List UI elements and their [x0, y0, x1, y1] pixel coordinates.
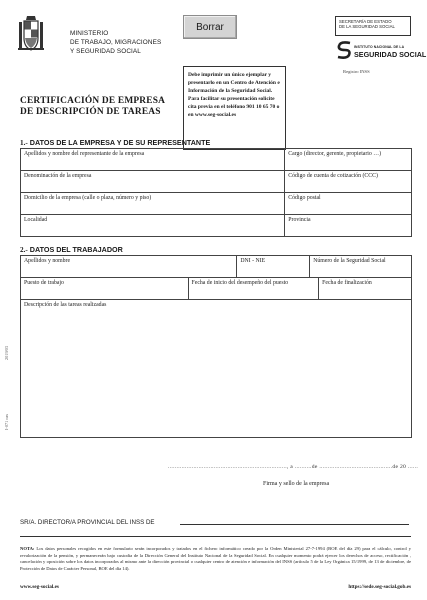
- company-name-field[interactable]: Denominación de la empresa: [21, 171, 285, 193]
- worker-name-field[interactable]: Apellidos y nombre: [21, 256, 237, 278]
- secretaria-box: SECRETARÍA DE ESTADO DE LA SEGURIDAD SOCIAL: [335, 16, 411, 36]
- section2-title: 2.- DATOS DEL TRABAJADOR: [20, 245, 123, 254]
- note-label: NOTA:: [20, 546, 35, 551]
- locality-field[interactable]: Localidad: [21, 215, 285, 237]
- start-date-field[interactable]: Fecha de inicio del desempeño del puesto: [188, 278, 319, 300]
- registro-label: Registro INSS: [343, 69, 370, 74]
- rep-name-field[interactable]: Apellidos y nombre del representante de la empresa: [21, 149, 285, 171]
- ccc-code-field[interactable]: Código de cuenta de cotización (CCC): [285, 171, 412, 193]
- company-data-table: [20, 148, 412, 237]
- privacy-note: [20, 546, 411, 572]
- instituto-label: INSTITUTO NACIONAL DE LA: [354, 45, 405, 49]
- destination-label: SR/A. DIRECTOR/A PROVINCIAL DEL INSS DE: [20, 519, 155, 526]
- seguridad-social-logo-icon: [336, 40, 352, 60]
- page-title: CERTIFICACIÓN DE EMPRESA DE DESCRIPCIÓN DE TAREAS: [20, 96, 166, 117]
- tasks-description-field[interactable]: Descripción de las tareas realizadas: [21, 300, 412, 438]
- section1-title: 1.- DATOS DE LA EMPRESA Y DE SU REPRESENTANTE: [20, 138, 211, 147]
- dni-field[interactable]: DNI - NIE: [237, 256, 310, 278]
- seguridad-social-label: SEGURIDAD SOCIAL: [354, 50, 427, 59]
- delete-button[interactable]: Borrar: [183, 15, 237, 39]
- job-position-field[interactable]: Puesto de trabajo: [21, 278, 189, 300]
- note-text: Los datos personales recogidos en este formulario serán incorporados y tratados en el fichero informático creado por la Orden Ministerial 27-7-1994 (BOE del día 29) para el cálculo, control y revalorización de la pensión, y permanecerán bajo custodia de la Dirección General del Instituto Nacional de la Seguridad Social. En cualquier momento podrá ejercer los derechos de acceso, rectificación , cancelación y oposición sobre los datos incorporados al mismo ante la dirección provincial o cualquier centro de atención e información del INSS (artículo 5 de la Ley Orgánica 15/1999, de 13 de diciembre, de Protección de Datos de Carácter Personal, BOE del día 14).: [20, 546, 411, 571]
- ss-number-field[interactable]: Número de la Seguridad Social: [310, 256, 412, 278]
- divider: [20, 536, 411, 537]
- postal-code-field[interactable]: Código postal: [285, 193, 412, 215]
- coat-of-arms-icon: [18, 14, 44, 54]
- ministry-name: MINISTERIO DE TRABAJO, MIGRACIONES Y SEGURIDAD SOCIAL: [70, 30, 162, 55]
- footer-sede-link[interactable]: https://sede.seg-social.gob.es: [348, 584, 411, 590]
- print-notice: Debe imprimir un único ejemplar y presentarlo en un Centro de Atención e Información de la Seguridad Social. Para facilitar su presentación solicite cita previa en el teléfono 901 10 65 70 o en www.seg-social.es: [183, 66, 286, 150]
- signature-label: Firma y sello de la empresa: [263, 481, 330, 487]
- province-field[interactable]: Provincia: [285, 215, 412, 237]
- date-place-line[interactable]: ......................................................................, a ..........de ...........................................de 20 ......: [168, 464, 419, 470]
- company-address-field[interactable]: Domicilio de la empresa (calle o plaza, número y piso): [21, 193, 285, 215]
- worker-data-table: [20, 255, 412, 438]
- form-id-code: I-071 cas: [4, 414, 9, 430]
- form-version-code: 2019/03: [4, 345, 9, 360]
- rep-position-field[interactable]: Cargo (director, gerente, propietario …): [285, 149, 412, 171]
- destination-input-line[interactable]: [180, 524, 409, 525]
- footer-website-link[interactable]: www.seg-social.es: [20, 584, 59, 590]
- end-date-field[interactable]: Fecha de finalización: [319, 278, 412, 300]
